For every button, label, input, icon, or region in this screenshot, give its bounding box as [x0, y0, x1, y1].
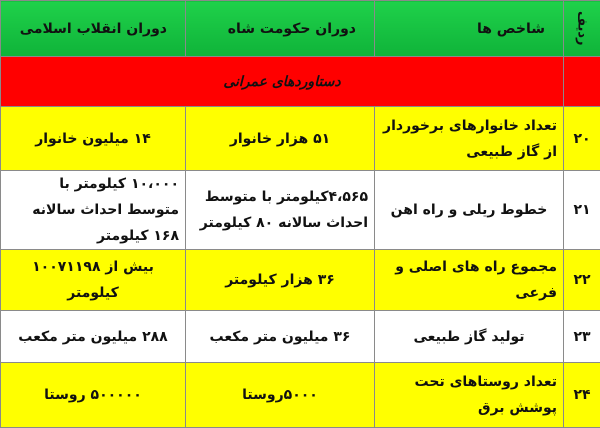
table-row [1, 311, 600, 363]
shah-value-cell: ۵۰۰۰روستا [186, 363, 375, 428]
section-row [1, 57, 600, 107]
shah-value-cell: ۵۱ هزار خانوار [186, 107, 375, 171]
header-indicator: شاخص ها [375, 1, 564, 57]
shah-value-cell: ۳۶ هزار کیلومتر [186, 250, 375, 311]
indicator-cell: تولید گاز طبیعی [375, 311, 564, 363]
islamic-value-cell: ۱۰،۰۰۰ کیلومتر با متوسط احداث سالانه ۱۶۸ کیلومتر [1, 171, 186, 250]
islamic-value-cell: ۱۴ میلیون خانوار [1, 107, 186, 171]
header-islamic-era: دوران انقلاب اسلامی [1, 1, 186, 57]
shah-value-cell: ۳۶ میلیون متر مکعب [186, 311, 375, 363]
table-row [1, 107, 600, 171]
indicator-cell: تعداد خانوارهای برخوردار از گاز طبیعی [375, 107, 564, 171]
row-number: ۲۱ [564, 171, 600, 250]
row-number: ۲۳ [564, 311, 600, 363]
row-number: ۲۴ [564, 363, 600, 428]
islamic-value-cell: ۵۰۰۰۰۰ روستا [1, 363, 186, 428]
row-number: ۲۰ [564, 107, 600, 171]
islamic-value-cell: ۲۸۸ میلیون متر مکعب [1, 311, 186, 363]
indicator-cell: خطوط ریلی و راه اهن [375, 171, 564, 250]
row-number: ۲۲ [564, 250, 600, 311]
shah-value-cell: ۴،۵۶۵کیلومتر با متوسط احداث سالانه ۸۰ کیلومتر [186, 171, 375, 250]
indicator-cell: مجموع راه های اصلی و فرعی [375, 250, 564, 311]
table-row [1, 250, 600, 311]
header-radif: ردیف [564, 1, 600, 57]
indicator-cell: تعداد روستاهای تحت پوشش برق [375, 363, 564, 428]
islamic-value-cell: بیش از ۱۰۰۷۱۱۹۸ کیلومتر [1, 250, 186, 311]
section-spacer [564, 57, 600, 107]
table-row [1, 171, 600, 250]
header-row [1, 1, 600, 57]
section-title: دستاوردهای عمرانی [1, 57, 564, 107]
header-shah-era: دوران حکومت شاه [186, 1, 375, 57]
